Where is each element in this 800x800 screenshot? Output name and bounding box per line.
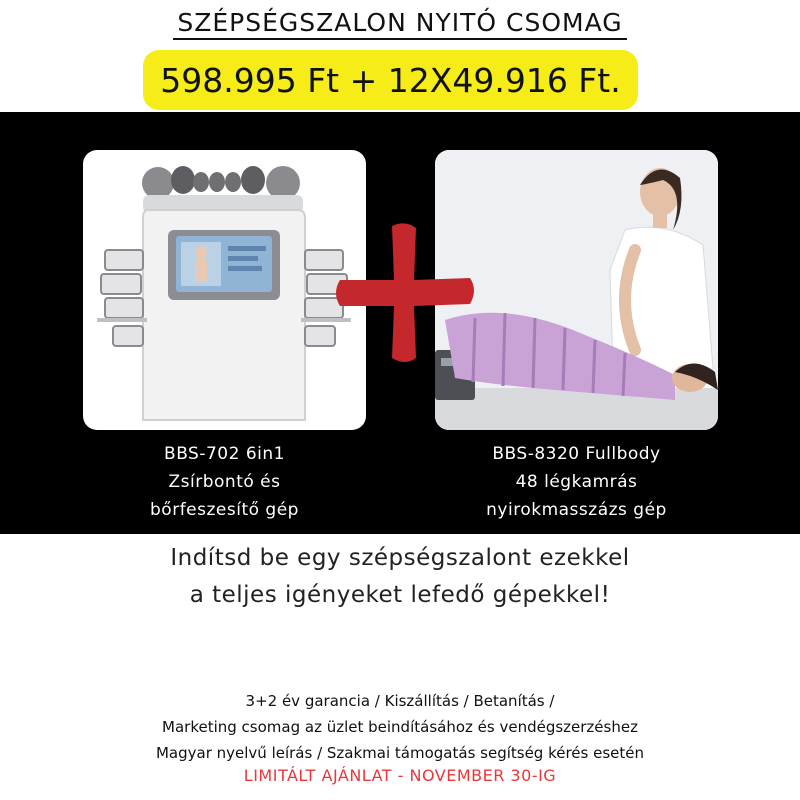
product-caption-pressotherapy [435,440,718,524]
machine-illustration [83,150,366,430]
caption-line: nyirokmasszázs gép [486,500,667,520]
product-image-machine [83,150,366,430]
caption-line: 48 légkamrás [515,472,638,492]
plus-icon [330,218,480,368]
limited-offer-text: LIMITÁLT AJÁNLAT - NOVEMBER 30-IG [243,766,557,785]
product-caption-machine [83,440,366,524]
benefit-line: Marketing csomag az üzlet beindításához és vendégszerzéshez [162,718,638,736]
tagline-line: Indítsd be egy szépségszalont ezekkel [170,545,630,571]
tagline-line: a teljes igényeket lefedő gépekkel! [189,582,611,608]
headline-text: SZÉPSÉGSZALON NYITÓ CSOMAG [173,8,626,40]
caption-line: Zsírbontó és [168,472,281,492]
headline [0,8,800,37]
caption-line: bőrfeszesítő gép [150,500,299,520]
caption-line: BBS-702 6in1 [164,444,285,464]
caption-line: BBS-8320 Fullbody [492,444,661,464]
tagline [0,540,800,614]
price-badge [143,50,638,110]
benefit-line: Magyar nyelvű leírás / Szakmai támogatás segítség kérés esetén [155,744,645,762]
price-text: 598.995 Ft + 12X49.916 Ft. [160,60,621,100]
benefits-list [0,688,800,766]
benefit-line: 3+2 év garancia / Kiszállítás / Betanítás / [245,692,555,710]
